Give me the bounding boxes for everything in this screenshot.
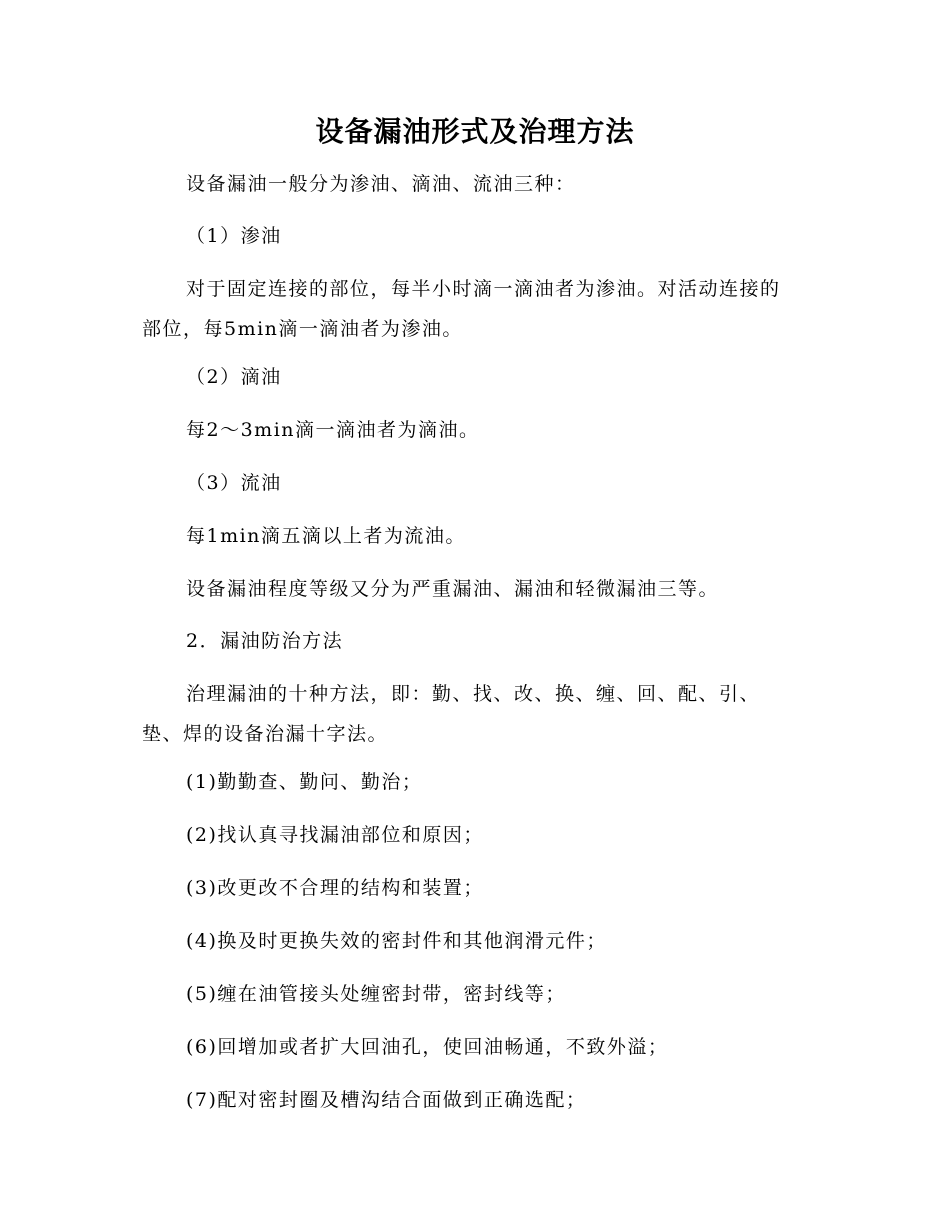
list-item: (3)改更改不合理的结构和装置； (186, 877, 484, 899)
list-item: (5)缠在油管接头处缠密封带，密封线等； (186, 983, 566, 1005)
list-item: (1)勤勤查、勤问、勤治； (186, 771, 423, 793)
flowing-paragraph: 每1min滴五滴以上者为流油。 (186, 525, 466, 547)
section-heading-prevention: 2．漏油防治方法 (186, 630, 344, 652)
subheading-dripping: （2）滴油 (186, 366, 282, 388)
seepage-paragraph: 对于固定连接的部位，每半小时滴一滴油者为渗油。对活动连接的部位，每5min滴一滴油者为渗油。 (142, 278, 781, 340)
document-title: 设备漏油形式及治理方法 (315, 115, 635, 148)
intro-paragraph: 设备漏油一般分为渗油、滴油、流油三种： (186, 173, 576, 195)
dripping-paragraph: 每2～3min滴一滴油者为滴油。 (186, 419, 480, 441)
list-item: (6)回增加或者扩大回油孔，使回油畅通，不致外溢； (186, 1036, 669, 1058)
subheading-flowing: （3）流油 (186, 472, 282, 494)
subheading-seepage: （1）渗油 (186, 225, 282, 247)
list-item: (7)配对密封圈及槽沟结合面做到正确选配； (186, 1089, 587, 1111)
grade-paragraph: 设备漏油程度等级又分为严重漏油、漏油和轻微漏油三等。 (186, 578, 720, 600)
list-item: (2)找认真寻找漏油部位和原因； (186, 824, 484, 846)
list-item: (4)换及时更换失效的密封件和其他润滑元件； (186, 930, 607, 952)
ten-methods-paragraph: 治理漏油的十种方法，即：勤、找、改、换、缠、回、配、引、垫、焊的设备治漏十字法。 (142, 683, 761, 745)
